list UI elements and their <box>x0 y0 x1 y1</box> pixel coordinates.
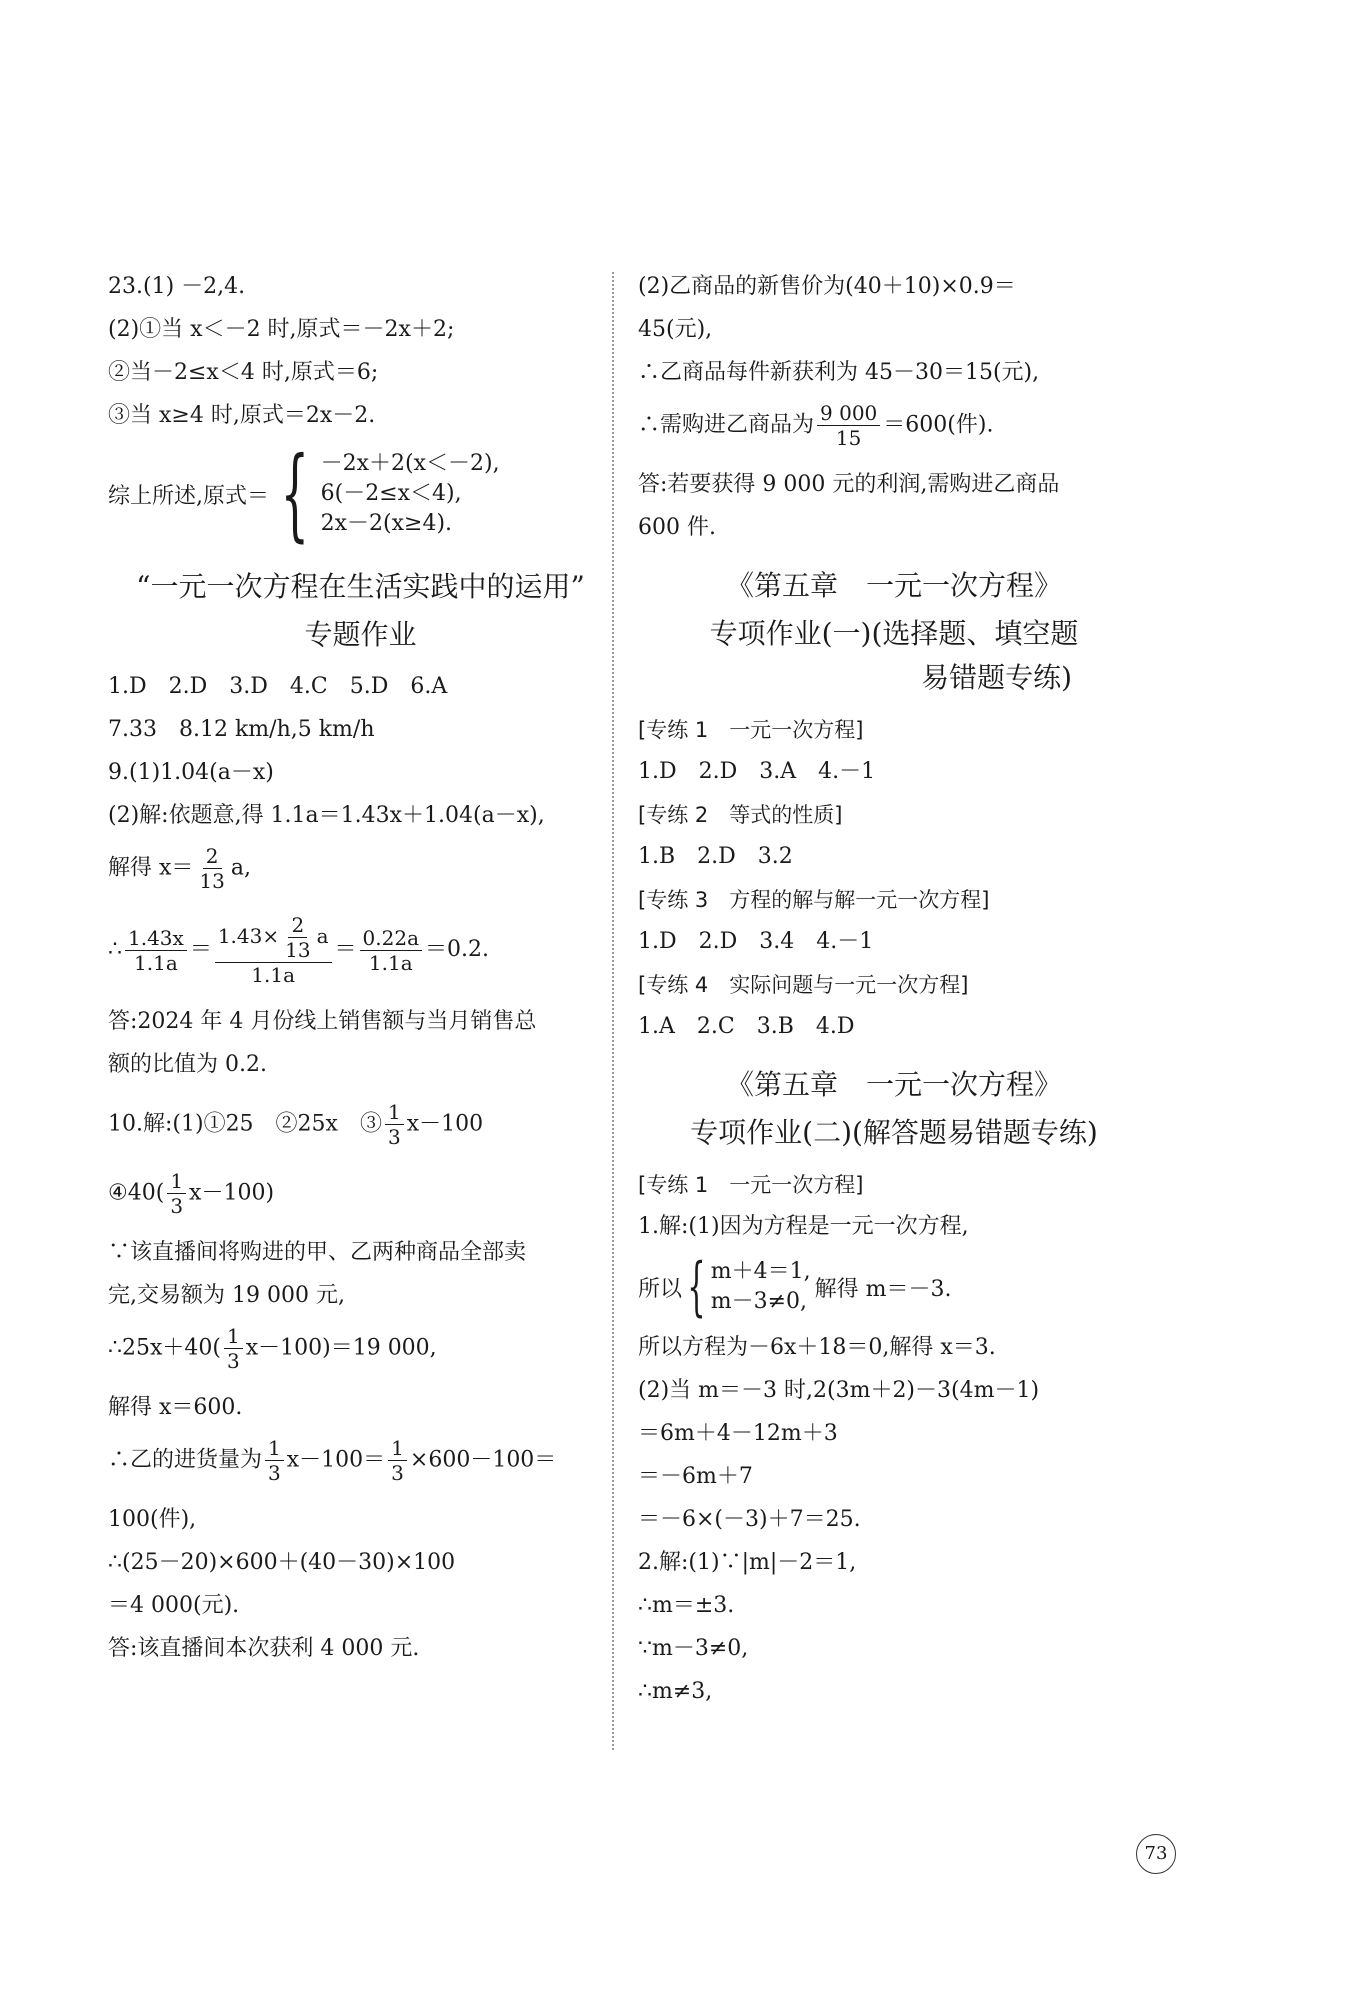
chapter-title-2: 《第五章 一元一次方程》 <box>725 1068 1062 1101</box>
q9-answer-line2: 额的比值为 0.2. <box>108 1052 267 1077</box>
drill-answers-4: 1.A 2.C 3.B 4.D <box>638 1014 855 1039</box>
q10-equation-post: x－100)＝19 000, <box>245 1335 437 1361</box>
q9-part2: (2)解:依题意,得 1.1a＝1.43x＋1.04(a－x), <box>108 803 545 828</box>
q23-part2-case3: ③当 x≥4 时,原式＝2x－2. <box>108 403 376 428</box>
fraction-denominator: 3 <box>387 1125 401 1149</box>
fraction-denominator: 15 <box>835 426 862 450</box>
left-brace-icon: { <box>687 1250 706 1324</box>
equals-sign: ＝ <box>334 937 357 962</box>
s-line6: ＝－6m＋7 <box>638 1464 753 1489</box>
q23-case-2: 6(－2≤x＜4), <box>320 481 462 506</box>
q23-part1: 23.(1) －2,4. <box>108 274 246 299</box>
nested-fraction <box>282 913 313 962</box>
q23-case-3: 2x－2(x≥4). <box>320 511 453 536</box>
chapter-subtitle-1a: 专项作业(一)(选择题、填空题 <box>709 617 1079 650</box>
s-line8: 2.解:(1)∵|m|－2＝1, <box>638 1550 857 1575</box>
equals-sign: ＝ <box>189 937 212 962</box>
fraction-numerator: 1 <box>224 1324 243 1349</box>
q23-cases <box>321 449 500 539</box>
s-system-post: 解得 m＝－3. <box>814 1276 952 1302</box>
q10-part1 <box>108 1100 613 1149</box>
q10-line4: 完,交易额为 19 000 元, <box>108 1283 345 1308</box>
r-line2: 45(元), <box>638 317 713 342</box>
fraction <box>817 401 880 450</box>
drill-tag-4: [专练 4 实际问题与一元一次方程] <box>638 973 969 997</box>
s-line9: ∴m＝±3. <box>638 1593 735 1618</box>
q10-answer: 答:该直播间本次获利 4 000 元. <box>108 1636 420 1661</box>
fraction-denominator: 1.1a <box>368 950 413 975</box>
fraction-numerator: 2 <box>203 844 222 869</box>
drill-tag-1: [专练 1 一元一次方程] <box>638 718 864 742</box>
fraction-denominator: 3 <box>391 1461 404 1485</box>
section-subtitle: 专题作业 <box>304 618 417 651</box>
fraction <box>385 1100 404 1149</box>
fraction-numerator: 1 <box>388 1436 407 1461</box>
s-line11: ∴m≠3, <box>638 1679 713 1704</box>
q10-part1-post: x－100 <box>406 1111 484 1137</box>
fraction-denominator: 1.1a <box>134 950 178 975</box>
left-brace-icon: { <box>280 435 310 552</box>
s-line1: 1.解:(1)因为方程是一元一次方程, <box>638 1214 969 1239</box>
fraction <box>196 844 227 893</box>
s-case-1: m＋4＝1, <box>710 1259 811 1284</box>
drill-answers-1: 1.D 2.D 3.A 4.－1 <box>638 759 876 784</box>
s-case-2: m－3≠0, <box>710 1289 808 1314</box>
answers-1-6: 1.D 2.D 3.D 4.C 5.D 6.A <box>108 674 448 699</box>
q9-solve-post: a, <box>230 855 251 881</box>
fraction-numerator: 1 <box>385 1100 404 1125</box>
q10-solve: 解得 x＝600. <box>108 1395 243 1420</box>
chapter-subtitle-1b: 易错题专练) <box>921 661 1072 694</box>
q10-line10: ＝4 000(元). <box>108 1593 240 1618</box>
drill-tag-3: [专练 3 方程的解与解一元一次方程] <box>638 888 990 912</box>
q9-answer-line1: 答:2024 年 4 月份线上销售额与当月销售总 <box>108 1009 537 1034</box>
fraction-numerator: 0.22a <box>360 926 422 951</box>
drill-answers-2: 1.B 2.D 3.2 <box>638 844 793 869</box>
chapter-title-1: 《第五章 一元一次方程》 <box>725 569 1062 602</box>
fraction <box>125 926 187 975</box>
fraction-numerator: 2 <box>288 913 307 938</box>
s-system-cases <box>711 1257 811 1317</box>
fraction-numerator <box>215 913 332 963</box>
q10-part2-post: x－100) <box>189 1180 275 1206</box>
fraction <box>360 926 422 975</box>
fraction-denominator: 13 <box>285 938 311 962</box>
q9-ratio <box>108 913 613 987</box>
q23-summary-label: 综上所述,原式＝ <box>108 483 269 509</box>
drill-answers-3: 1.D 2.D 3.4 4.－1 <box>638 929 874 954</box>
q10-quantity <box>108 1436 613 1485</box>
fraction <box>388 1436 407 1485</box>
fraction-numerator: 1 <box>265 1436 284 1461</box>
fraction <box>215 913 332 987</box>
q10-line9: ∴(25－20)×600＋(40－30)×100 <box>108 1550 456 1575</box>
fraction-denominator: 3 <box>170 1194 184 1218</box>
section-title: “一元一次方程在生活实践中的运用” <box>136 570 585 603</box>
q10-line3: ∵该直播间将购进的甲、乙两种商品全部卖 <box>108 1240 527 1265</box>
q23-part2-case1: (2)①当 x＜－2 时,原式＝－2x＋2; <box>108 317 455 342</box>
fraction <box>167 1169 186 1218</box>
q9-solve <box>108 844 613 893</box>
column-divider <box>612 272 614 1750</box>
left-column <box>108 272 613 1677</box>
q10-part2-pre: ④40( <box>108 1180 165 1206</box>
page-number: 73 <box>1136 1834 1176 1874</box>
r-line4-pre: ∴需购进乙商品为 <box>638 412 815 438</box>
q9-ratio-post: ＝0.2. <box>425 937 489 962</box>
q10-part2 <box>108 1169 613 1218</box>
fraction-denominator: 1.1a <box>251 963 296 987</box>
q23-case-1: －2x＋2(x＜－2), <box>320 451 500 476</box>
q10-part1-pre: 10.解:(1)①25 ②25x ③ <box>108 1111 382 1137</box>
fraction-numerator: 1.43x <box>125 926 187 951</box>
q9-part1: 9.(1)1.04(a－x) <box>108 760 274 785</box>
q10-line8: 100(件), <box>108 1507 197 1532</box>
right-column <box>638 272 1150 1720</box>
r-line1: (2)乙商品的新售价为(40＋10)×0.9＝ <box>638 274 1016 299</box>
q23-part2-case2: ②当－2≤x＜4 时,原式＝6; <box>108 360 379 385</box>
numerator-pre: 1.43× <box>217 924 280 948</box>
r-line4-post: ＝600(件). <box>883 412 994 438</box>
s-line5: ＝6m＋4－12m＋3 <box>638 1421 838 1446</box>
fraction <box>265 1436 284 1485</box>
s-system <box>638 1250 1150 1324</box>
s-line10: ∵m－3≠0, <box>638 1636 749 1661</box>
q10-quantity-mid: x－100＝ <box>286 1447 386 1473</box>
answers-7-8: 7.33 8.12 km/h,5 km/h <box>108 717 375 742</box>
fraction <box>224 1324 243 1373</box>
drill-tag-2: [专练 2 等式的性质] <box>638 803 843 827</box>
q10-equation-pre: ∴25x＋40( <box>108 1335 221 1361</box>
numerator-post: a <box>316 924 329 948</box>
q9-ratio-pre: ∴ <box>108 937 122 962</box>
s-line4: (2)当 m＝－3 时,2(3m＋2)－3(4m－1) <box>638 1378 1040 1403</box>
fraction-numerator: 1 <box>167 1169 186 1194</box>
q10-quantity-post: ×600－100＝ <box>409 1447 557 1473</box>
fraction-numerator: 9 000 <box>817 401 880 426</box>
r-line3: ∴乙商品每件新获利为 45－30＝15(元), <box>638 360 1040 385</box>
chapter-subtitle-2: 专项作业(二)(解答题易错题专练) <box>690 1116 1098 1149</box>
fraction-denominator: 3 <box>226 1349 240 1373</box>
fraction-denominator: 13 <box>199 869 225 893</box>
fraction-denominator: 3 <box>268 1461 281 1485</box>
s-system-label: 所以 <box>638 1276 683 1302</box>
q10-quantity-pre: ∴乙的进货量为 <box>108 1447 263 1473</box>
s-line7: ＝－6×(－3)＋7＝25. <box>638 1507 861 1532</box>
r-line6: 600 件. <box>638 515 716 540</box>
q10-equation <box>108 1324 613 1373</box>
q23-summary <box>108 435 613 552</box>
q9-solve-pre: 解得 x＝ <box>108 855 194 881</box>
r-line4 <box>638 401 1150 450</box>
s-line3: 所以方程为－6x＋18＝0,解得 x＝3. <box>638 1335 996 1360</box>
drill-tag-5: [专练 1 一元一次方程] <box>638 1173 864 1197</box>
r-line5: 答:若要获得 9 000 元的利润,需购进乙商品 <box>638 472 1060 497</box>
